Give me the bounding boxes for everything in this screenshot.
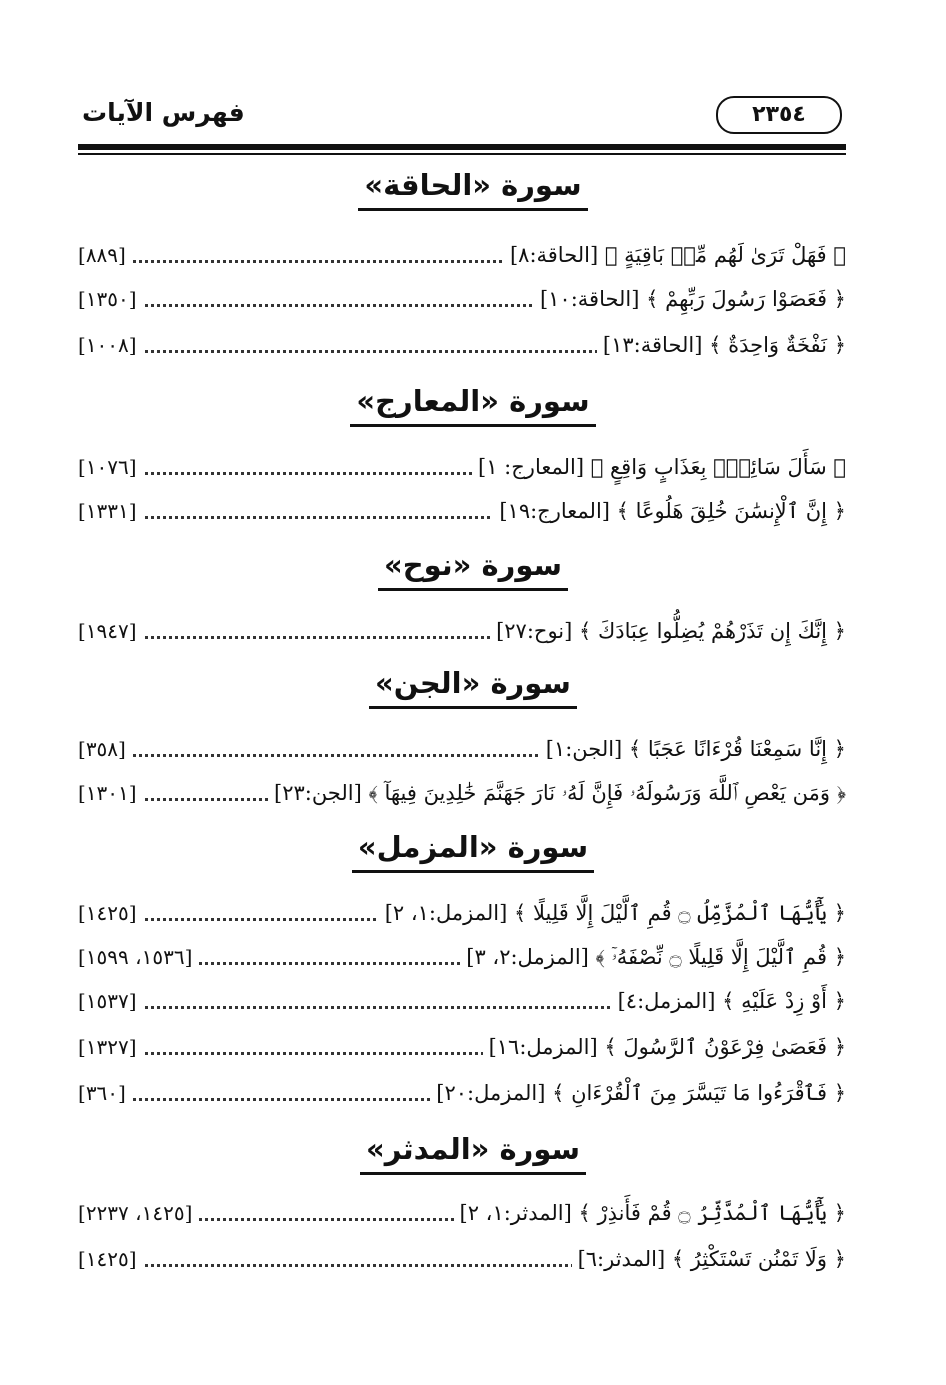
verse-text: ﴿ إِنَّ ٱلْإِنسَٰنَ خُلِقَ هَلُوعًا ﴾ [المعارج:١٩]: [493, 494, 846, 528]
section-title: سورة «الحاقة»: [0, 168, 946, 211]
page-ref: [١٠٠٨]: [78, 328, 143, 362]
list-item: [78, 896, 846, 930]
list-item: [78, 328, 846, 362]
list-item: [78, 282, 846, 316]
list-item: [78, 1196, 846, 1230]
list-item: [78, 1076, 846, 1110]
header-rule-thick: [78, 144, 846, 150]
page-ref: [١٩٤٧]: [78, 614, 143, 648]
verse-text: ﴿ فَعَصَوْا رَسُولَ رَبِّهِمْ ﴾ [الحاقة:١٠]: [534, 282, 846, 316]
page-ref: [١٤٢٥، ٢٢٣٧]: [78, 1196, 198, 1230]
page-ref: [٨٨٩]: [78, 238, 132, 272]
page-ref: [١٤٢٥]: [78, 1242, 143, 1276]
list-item: [78, 1030, 846, 1064]
verse-text: ﴿ إِنَّا سَمِعْنَا قُرْءَانًا عَجَبًا ﴾ [الجن:١]: [540, 732, 846, 766]
section-title: سورة «نوح»: [0, 548, 946, 591]
list-item: [78, 614, 846, 648]
page-title: فهرس الآيات: [82, 98, 245, 127]
page-ref: [١٤٢٥]: [78, 896, 143, 930]
page-ref: [١٣٠١]: [78, 776, 143, 810]
verse-text: ﴿ فَٱقْرَءُوا مَا تَيَسَّرَ مِنَ ٱلْقُرْءَانِ ﴾ [المزمل:٢٠]: [430, 1076, 846, 1110]
page-header: [78, 92, 846, 142]
page-ref: [١٣٥٠]: [78, 282, 143, 316]
verse-text: ﴿ وَلَا تَمْنُن تَسْتَكْثِرُ ﴾ [المدثر:٦]: [572, 1242, 846, 1276]
verse-text: ﴿ إِنَّكَ إِن تَذَرْهُمْ يُضِلُّوا عِبَادَكَ ﴾ [نوح:٢٧]: [490, 614, 846, 648]
verse-text: ﴿ يَٰٓأَيُّهَا ٱلْمُدَّثِّرُ ۝ قُمْ فَأَنذِرْ ﴾ [المدثر:١، ٢]: [454, 1196, 846, 1230]
verse-text: ﴿ سَأَلَ سَائِلٌۢ بِعَذَابٍ وَاقِعٍ ﴾ [المعارج: ١]: [472, 450, 846, 484]
page-ref: [٣٦٠]: [78, 1076, 132, 1110]
verse-text: ﴿ فَهَلْ تَرَىٰ لَهُم مِّنۢ بَاقِيَةٍ ﴾ [الحاقة:٨]: [504, 238, 846, 272]
verse-text: ﴿ وَمَن يَعْصِ ٱللَّهَ وَرَسُولَهُۥ فَإِنَّ لَهُۥ نَارَ جَهَنَّمَ خَٰلِدِينَ فِيهَآ ﴾ [الجن:٢٣]: [268, 776, 846, 810]
verse-text: ﴿ أَوْ زِدْ عَلَيْهِ ﴾ [المزمل:٤]: [612, 984, 846, 1018]
list-item: [78, 776, 846, 810]
page-ref: [١٠٧٦]: [78, 450, 143, 484]
list-item: [78, 238, 846, 272]
page-ref: [١٥٣٦، ١٥٩٩]: [78, 940, 198, 974]
page-ref: [٣٥٨]: [78, 732, 132, 766]
list-item: [78, 732, 846, 766]
list-item: [78, 450, 846, 484]
list-item: [78, 1242, 846, 1276]
list-item: [78, 940, 846, 974]
verse-text: ﴿ فَعَصَىٰ فِرْعَوْنُ ٱلرَّسُولَ ﴾ [المزمل:١٦]: [483, 1030, 846, 1064]
page-ref: [١٣٣١]: [78, 494, 143, 528]
section-title: سورة «الجن»: [0, 666, 946, 709]
list-item: [78, 494, 846, 528]
section-title: سورة «المزمل»: [0, 830, 946, 873]
verse-text: ﴿ نَفْخَةٌ وَاحِدَةٌ ﴾ [الحاقة:١٣]: [597, 328, 846, 362]
header-rule-thin: [78, 153, 846, 155]
verse-text: ﴿ يَٰٓأَيُّهَا ٱلْمُزَّمِّلُ ۝ قُمِ ٱلَّيْلَ إِلَّا قَلِيلًا ﴾ [المزمل:١، ٢]: [379, 896, 846, 930]
section-title: سورة «المدثر»: [0, 1132, 946, 1175]
list-item: [78, 984, 846, 1018]
verse-text: ﴿ قُمِ ٱلَّيْلَ إِلَّا قَلِيلًا ۝ نِّصْفَهُۥٓ ﴾ [المزمل:٢، ٣]: [460, 940, 846, 974]
section-title: سورة «المعارج»: [0, 384, 946, 427]
page-ref: [١٣٢٧]: [78, 1030, 143, 1064]
page-ref: [١٥٣٧]: [78, 984, 143, 1018]
page-number: ٢٣٥٤: [716, 96, 842, 134]
